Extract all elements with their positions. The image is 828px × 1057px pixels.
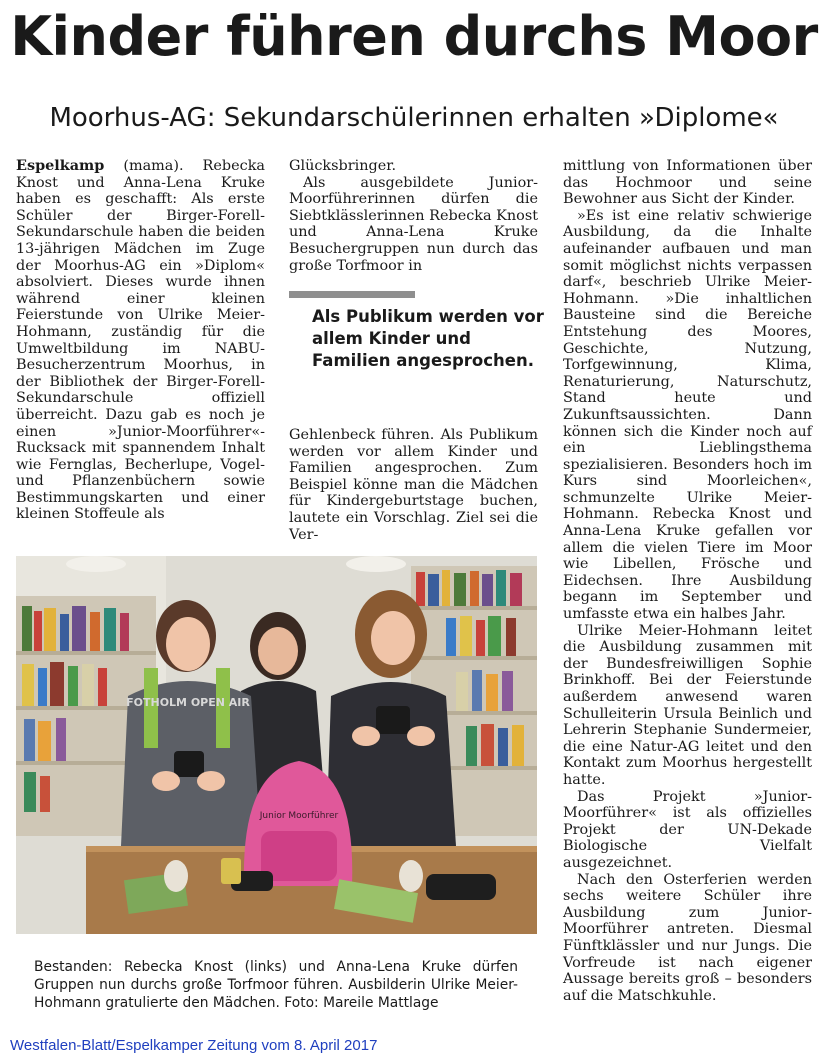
paragraph: mittlung von Informationen über das Hochmoor und seine Bewohner aus Sicht der Kinder. <box>563 158 812 208</box>
jar <box>221 858 241 884</box>
photo-caption: Bestanden: Rebecka Knost (links) und Anna-Lena Kruke dürfen Gruppen nun durchs große Torfmoor führen. Ausbilderin Ulrike Meier-Hohmann gratulierte den Mädchen. Foto: Mareile Mattlage <box>34 959 518 1011</box>
shirt-print-text: FOTHOLM OPEN AIR <box>126 696 250 709</box>
article-column-2-top <box>289 158 538 274</box>
article-column-3 <box>563 158 812 1004</box>
paragraph: Glücksbringer. <box>289 158 397 174</box>
paragraph: »Es ist eine relativ schwierige Ausbildung, da die Inhalte aufeinander aufbauen und man somit möglichst nichts verpassen darf«, beschrieb Ulrike Meier-Hohmann. »Die inhaltlichen Bausteine sind die Bereiche Entstehung des Moores, Geschichte, Nutzung, Torfgewinnung, Klima, Renaturierung, Naturschutz, Stand heute und Zukunftsaussichten. Dann können sich die Kinder noch auf ein Lieblingsthema spezialisieren. Besonders hoch im Kurs sind Moorleichen«, schmunzelte Ulrike Meier-Hohmann. Rebecka Knost und Anna-Lena Kruke gefallen vor allem die vielen Tiere im Moor wie Libellen, Frösche und Eidechsen. Ihre Ausbildung begann im September und umfasste etwa ein halbes Jahr. <box>563 207 812 623</box>
paragraph <box>16 158 265 523</box>
paragraph: Gehlenbeck führen. Als Publikum werden vor allem Kinder und Familien angesprochen. Zum Beispiel könne man die Mädchen für Kindergeburtstage buchen, lautete ein Vorschlag. Ziel sei die Ver- <box>289 427 538 543</box>
backpack-logo-text: Junior Moorführer <box>259 811 339 821</box>
headline: Kinder führen durchs Moor <box>10 5 818 68</box>
case <box>426 874 496 900</box>
dateline: Espelkamp <box>16 157 105 174</box>
pullquote-bar <box>289 291 415 298</box>
paragraph: Das Projekt »Junior-Moorführer« ist als offizielles Projekt der UN-Dekade Biologische Vielfalt ausgezeichnet. <box>563 788 812 871</box>
article-column-1 <box>16 158 265 523</box>
pullquote: Als Publikum werden vor allem Kinder und Familien angesprochen. <box>312 307 544 370</box>
article-photo <box>16 556 537 934</box>
photo-illustration <box>16 556 537 934</box>
paragraph-text: (mama). Rebecka Knost und Anna-Lena Kruke haben es geschafft: Als erste Schüler der Birger-Forell-Sekundarschule haben die beiden 13-jährigen Mädchen im Zuge der Moorhus-AG ein »Diplom« absolviert. Dieses wurde ihnen während einer kleinen Feierstunde von Ulrike Meier-Hohmann, zuständig für die Umweltbildung im NABU-Besucherzentrum Moorhus, in der Bibliothek der Birger-Forell-Sekundarschule offiziell überreicht. Dazu gab es noch je einen »Junior-Moorführer«-Rucksack mit spannendem Inhalt wie Fernglas, Becherlupe, Vogel- und Pflanzenbüchern sowie Bestimmungskarten und einer kleinen Stoffeule als <box>16 158 265 523</box>
paragraph: Als ausgebildete Junior-Moorführerinnen dürfen die Siebtklässlerinnen Rebecka Knost und Anna-Lena Kruke Besuchergruppen nun durch das große Torfmoor in <box>289 174 539 274</box>
source-line: Westfalen-Blatt/Espelkamper Zeitung vom 8. April 2017 <box>10 1037 378 1054</box>
subheadline: Moorhus-AG: Sekundarschülerinnen erhalten »Diplome« <box>49 103 779 133</box>
owl-plush <box>399 860 423 892</box>
article-column-2-bottom <box>289 427 538 543</box>
paragraph: Nach den Osterferien werden sechs weitere Schüler ihre Ausbildung zum Junior-Moorführer antreten. Diesmal Fünftklässler und nur Jungs. Die Vorfreude ist nach eigener Aussage bereits groß – besonders auf die Matschkuhle. <box>563 871 812 1004</box>
paragraph: Ulrike Meier-Hohmann leitet die Ausbildung zusammen mit der Bundesfreiwilligen Sophie Brinkhoff. Bei der Feierstunde außerdem anwesend waren Schulleiterin Ursula Beinlich und Lehrerin Stephanie Sundermeier, die eine Natur-AG leitet und den Kontakt zum Moorhus hergestellt hatte. <box>563 622 812 788</box>
owl-plush <box>164 860 188 892</box>
